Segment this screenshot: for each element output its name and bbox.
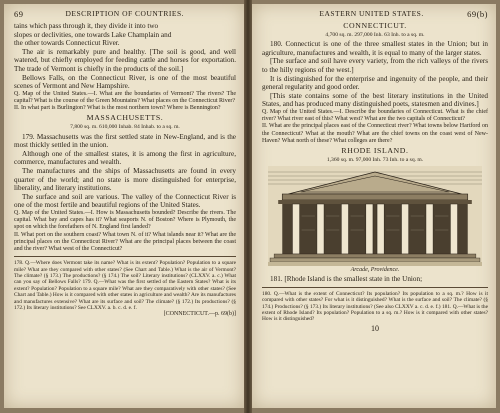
question-vermont: Q. Map of the United States.—I. What are the boundaries of Vermont? The rivers? The capital? What is the course of the Green Mountains? What places on the Connecticut River?	[14, 90, 236, 104]
para-bellows-falls: Bellows Falls, on the Connecticut River, is one of the most beautiful scenes of Vermont and New Hampshire.	[14, 73, 236, 91]
arcade-illustration	[268, 166, 482, 266]
para-181-wrap	[262, 275, 488, 284]
question-vermont-2: II. In what part is Burlington? What is the most northern town? Where is Bennington?	[14, 105, 221, 112]
section-title-rhode-island: RHODE ISLAND.	[341, 145, 409, 155]
left-footnote: 178. Q.—Where does Vermont take its name? What is its extent? Population? Population to a square mile? What are they compared with other states? (See Chart and Table.) What is the air of Vermont? The climate? (§ 173.) The productions? (§ 174.) The soil? Literary institutions? (CLXXV. a. c.) What can you say of Bellows Falls? 179. Q.—What was the first settled of the Eastern States? What is its extent? Population? Population to a square mile? What are they comparatively with other states? (See Chart and Table.) How is it compared with other states in agriculture and wealth? Are its manufactures and manufactures extensive? What are its surface and soil? The climate? (§ 172.) Its productions? (§ 172.) Its literary institutions? See CLXXV. a. b. c. d. e. f.	[14, 260, 236, 311]
right-head-title: EASTERN UNITED STATES.	[319, 9, 424, 18]
para-181: 181. [Rhode Island is the smallest state in the Union;	[270, 275, 423, 284]
para-conn-literary: [This state contains some of the best literary institutions in the United States, and has produced many distinguished poets, statesmen and divines.]	[262, 91, 488, 109]
intro-line-3: the other towards Connecticut River.	[14, 39, 120, 48]
para-mass-agriculture: Although one of the smallest states, it is among the first in agriculture, commerce, manufactures and wealth.	[14, 149, 236, 167]
book-gutter	[244, 0, 252, 413]
question-massachusetts-2: II. What port on the southern coast? What town N. of it? What islands near it? What are the principal places on the Connecticut River? What are the principal places between the coast and the river? What west of the Connecticut?	[14, 231, 236, 252]
para-conn-distinguished: It is distinguished for the enterprise and ingenuity of the people, and their general regularity and good order.	[262, 74, 488, 92]
right-page-number: 69(b)	[467, 9, 488, 19]
para-179: 179. Massachusetts was the first settled state in New-England, and is the most thickly settled in the union.	[14, 132, 236, 150]
right-page	[252, 4, 496, 408]
para-180: 180. Connecticut is one of the three smallest states in the Union; but in agriculture, manufactures and wealth, it is equal to many of the larger states.	[262, 40, 488, 57]
para-mass-manufactures: The manufactures and the ships of Massachusetts are found in every quarter of the world; and no state is more distinguished for enterprise, liberality, and literary institutions.	[14, 166, 236, 193]
arcade-engraving	[268, 166, 482, 266]
question-connecticut: Q. Map of the United States.—I. Describe the boundaries of Connecticut. What is the chief river? What river east of this? What west? What are the two capitals of Connecticut?	[262, 108, 488, 123]
right-footnote-rule	[262, 287, 488, 288]
question-connecticut-2: II. What are the principal places east of the Connecticut river? What towns below Hartford on the Connecticut? What at the mouth? What are the chief towns on the coast west of New-Haven? What north of these? What colleges are there?	[262, 123, 488, 144]
stats-rhode-island: 1,360 sq. m. 97,000 Inh. 73 Inh. to a sq. m.	[326, 156, 424, 163]
left-head-title: DESCRIPTION OF COUNTRIES.	[65, 9, 185, 18]
stats-massachusetts: 7,800 sq. m. 610,000 Inhab. 84 Inhab. to a sq. m.	[70, 123, 180, 130]
para-conn-surface: [The surface and soil have every variety, from the rich valleys of the rivers to the hilly regions of the west.]	[262, 57, 488, 74]
intro-line-2: slopes or declivities, one towards Lake Champlain and	[14, 30, 172, 39]
section-title-massachusetts: MASSACHUSETTS.	[86, 113, 164, 123]
right-footer-page: 10	[371, 323, 379, 333]
stats-connecticut: 4,700 sq. m. 297,000 Inh. 63 Inh. to a sq. m.	[325, 31, 425, 38]
intro-line-1: tains which pass through it, they divide it into two	[14, 22, 159, 30]
left-signature: [CONNECTICUT.—p. 69(b)]	[163, 311, 236, 318]
left-page-number: 69	[14, 9, 24, 19]
right-footnote: 180. Q.—What is the extent of Connecticut? Its population? Its population to a sq. m.? How is it compared with other states? For what is it distinguished? What is the surface and soil? The climate? (§ 174.) Productions? (§ 173.) Its literary institutions? (See also CLXXV a. c. d. e. f.) 181. Q.—What is the extent of Rhode Island? Its population? Population to a sq. m.? How is it compared with other states? How is it distinguished?	[262, 290, 488, 323]
right-running-head	[262, 9, 488, 19]
left-running-head	[14, 9, 236, 19]
section-title-connecticut: CONNECTICUT.	[343, 21, 407, 30]
question-massachusetts: Q. Map of the United States.—I. How is Massachusetts bounded? Describe the rivers. The capital. What bay and capes has it? What seaports N. of Boston? Where is Plymouth, the spot on which the forefathers of N. England first landed?	[14, 209, 236, 231]
para-vermont-surface: The air is remarkably pure and healthy. [The soil is good, and well watered, but chiefly employed for feeding cattle and horses for exportation. The trade of Vermont is chiefly in the products of the soil.]	[14, 47, 236, 73]
left-body	[14, 22, 236, 253]
left-footnote-rule	[14, 256, 236, 257]
para-mass-soil: The surface and soil are various. The valley of the Connecticut River is one of the most fertile and beautiful regions of the United States.	[14, 192, 236, 210]
left-page	[4, 4, 244, 408]
illustration-caption: Arcade, Providence.	[350, 267, 400, 274]
right-body	[262, 22, 488, 164]
